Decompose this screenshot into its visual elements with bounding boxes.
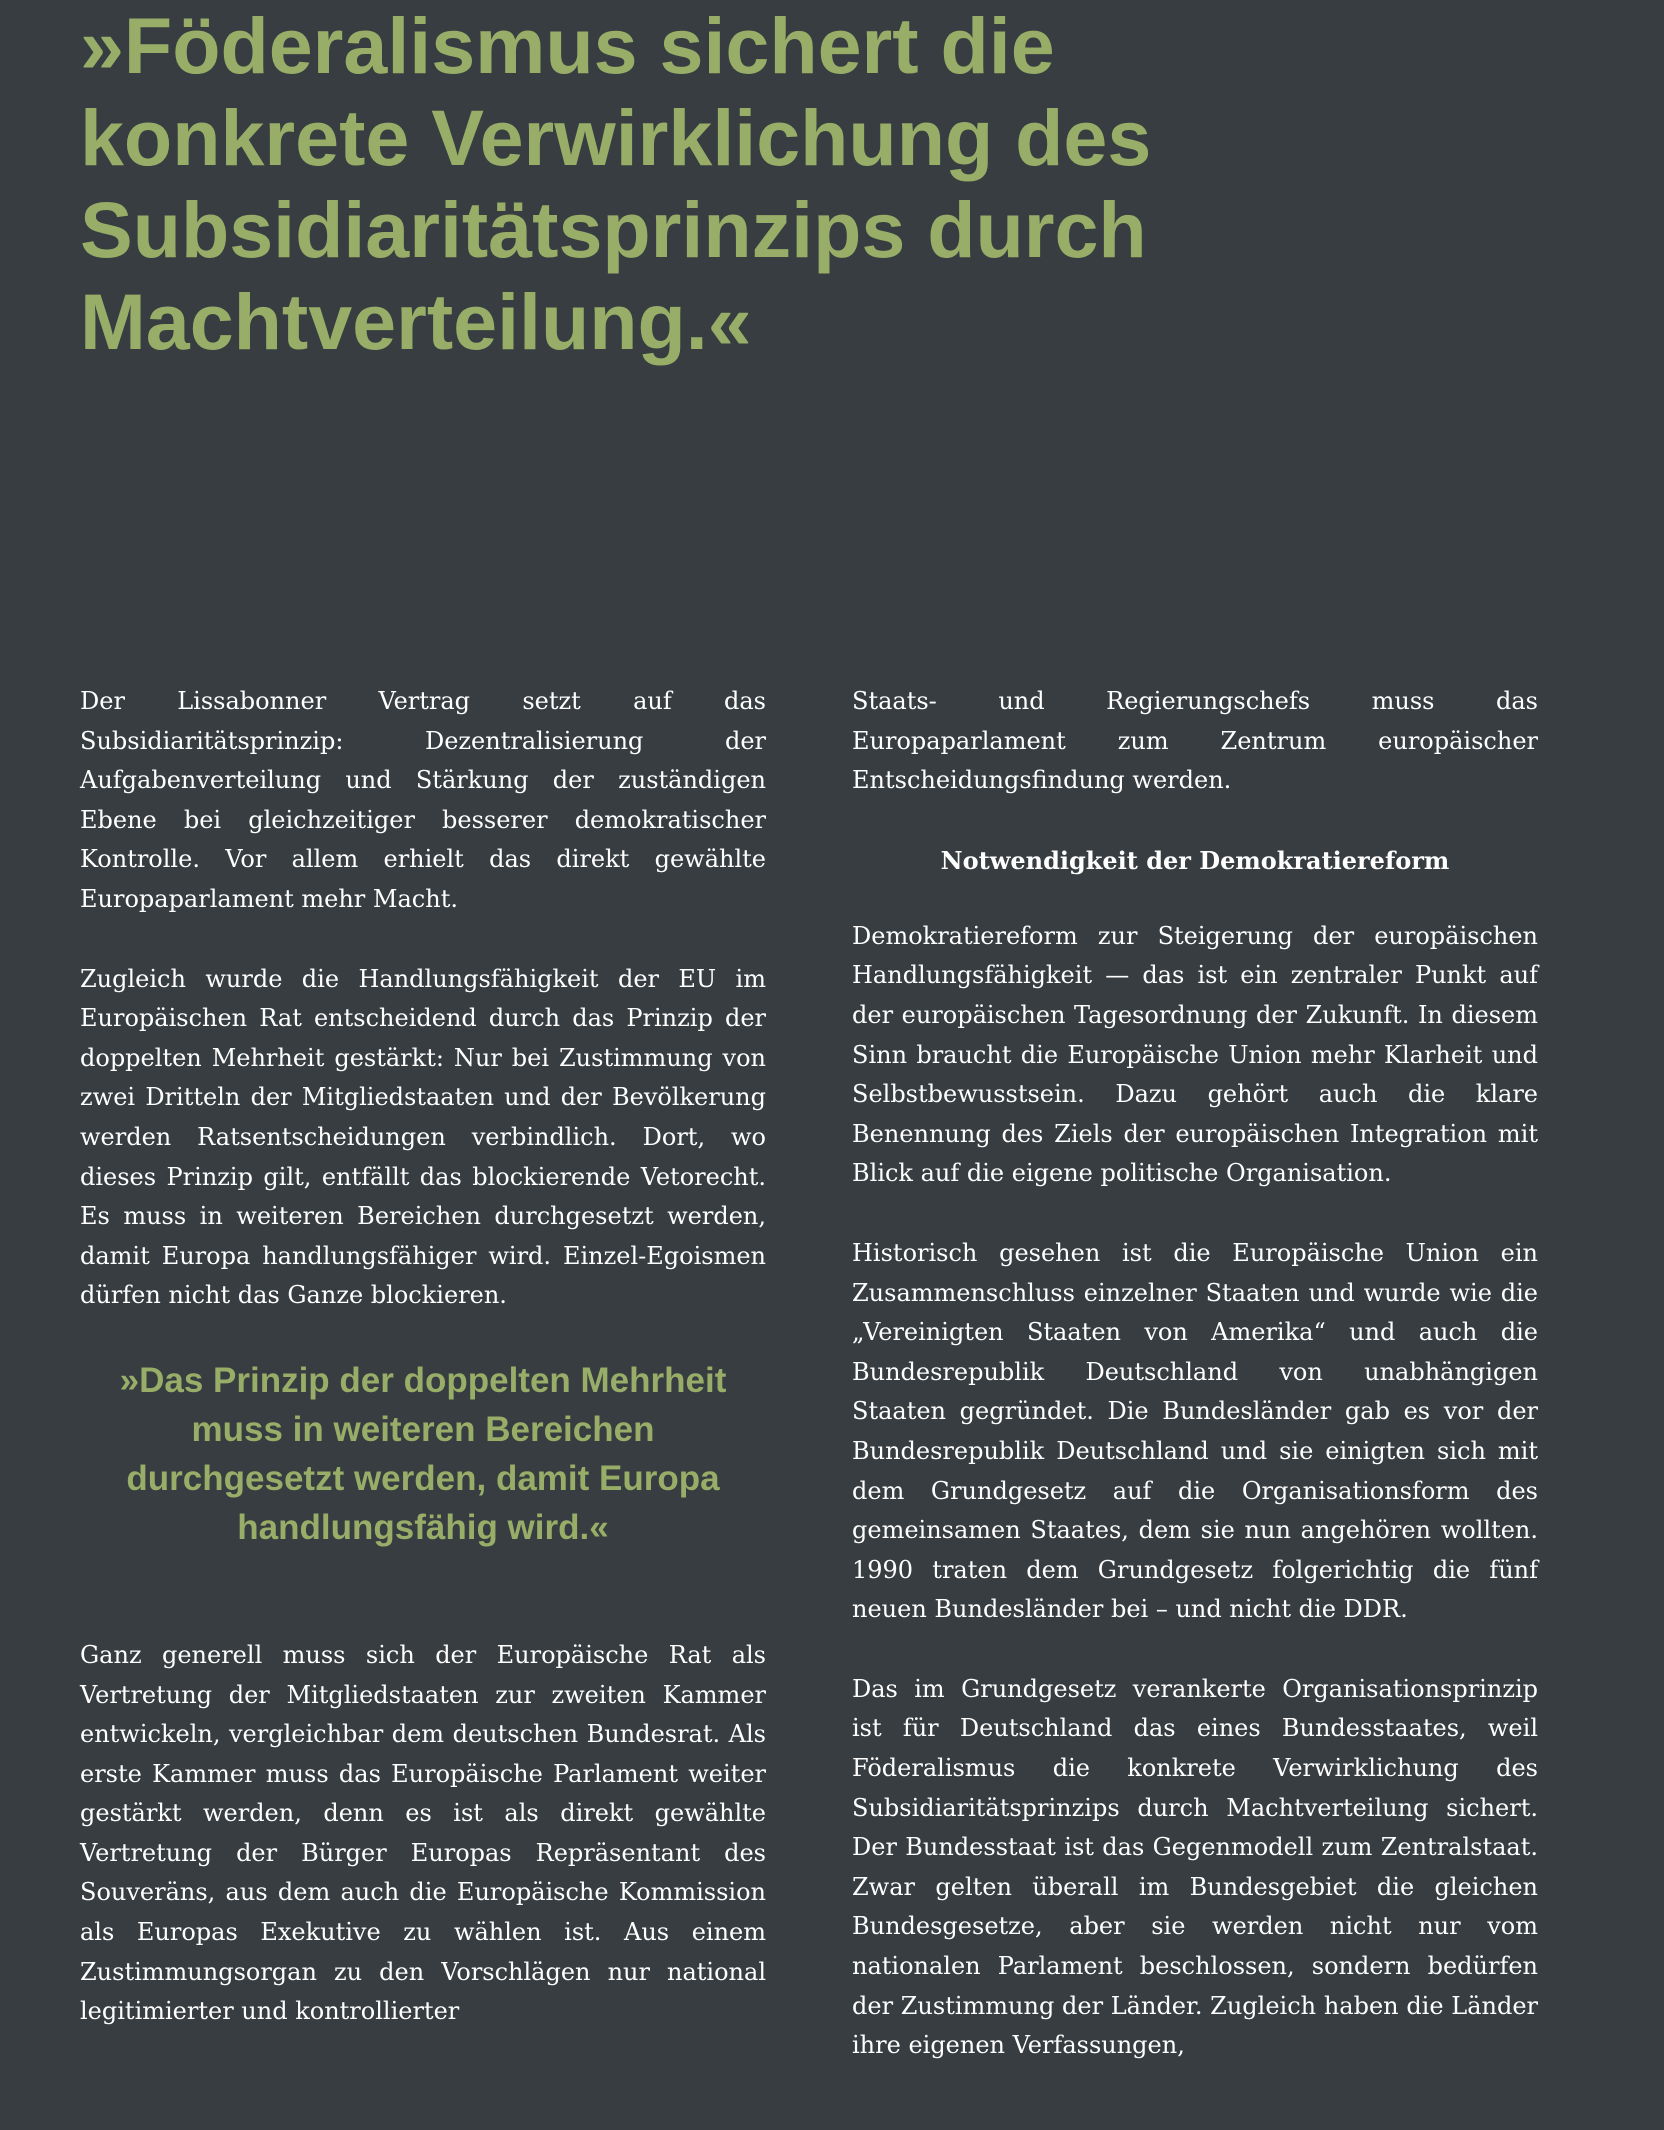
body-paragraph: Zugleich wurde die Handlungsfähigkeit der EU im Europäischen Rat entscheidend durch das Prinzip der doppelten Mehrheit gestärkt: Nur bei Zustimmung von zwei Dritteln der Mitgliedstaaten und der Bevölkerung werden Ratsentscheidungen verbindlich. Dort, wo dieses Prinzip gilt, entfällt das blockierende Vetorecht. Es muss in weiteren Bereichen durchgesetzt werden, damit Europa handlungsfähiger wird. Einzel-Egoismen dürfen nicht das Ganze blockieren. (80, 964, 766, 1310)
body-paragraph: Der Lissabonner Vertrag setzt auf das Subsidiaritätsprinzip: Dezentralisierung der Aufgabenverteilung und Stärkung der zuständigen Ebene bei gleichzeitiger besserer demokratischer Kontrolle. Vor allem erhielt das direkt gewählte Europaparlament mehr Macht. (80, 687, 766, 913)
section-subheading: Notwendigkeit der Demokratiereform (940, 845, 1450, 875)
right-column (852, 682, 1538, 2106)
headline-quote: »Föderalismus sichert die konkrete Verwirklichung des Subsidiaritätsprinzips durch Machtverteilung.« (80, 1, 1152, 366)
body-paragraph: Historisch gesehen ist die Europäische Union ein Zusammenschluss einzelner Staaten und wurde wie die „Vereinigten Staaten von Amerika“ und auch die Bundesrepublik Deutschland von unabhängigen Staaten gegründet. Die Bundesländer gab es vor der Bundesrepublik Deutschland und sie einigten sich mit dem Grundgesetz auf die Organisationsform des gemeinsamen Staates, dem sie nun angehören wollten. 1990 traten dem Grundgesetz folgerichtig die fünf neuen Bundesländer bei – und nicht die DDR. (852, 1238, 1538, 1624)
body-paragraph: Staats- und Regierungschefs muss das Europaparlament zum Zentrum europäischer Entscheidungsfindung werden. (852, 687, 1538, 795)
left-column (80, 682, 766, 2072)
body-paragraph: Das im Grundgesetz verankerte Organisationsprinzip ist für Deutschland das eines Bundesstaates, weil Föderalismus die konkrete Verwirklichung des Subsidiaritätsprinzips durch Machtverteilung sichert. Der Bundesstaat ist das Gegenmodell zum Zentralstaat. Zwar gelten überall im Bundesgebiet die gleichen Bundesgesetze, aber sie werden nicht nur vom nationalen Parlament beschlossen, sondern bedürfen der Zustimmung der Länder. Zugleich haben die Länder ihre eigenen Verfassungen, (852, 1674, 1538, 2060)
body-paragraph: Ganz generell muss sich der Europäische Rat als Vertretung der Mitgliedstaaten zur zweiten Kammer entwickeln, vergleichbar dem deutschen Bundesrat. Als erste Kammer muss das Europäische Parlament weiter gestärkt werden, denn es ist als direkt gewählte Vertretung der Bürger Europas Repräsentant des Souveräns, aus dem auch die Europäische Kommission als Europas Exekutive zu wählen ist. Aus einem Zustimmungsorgan zu den Vorschlägen nur national legitimierter und kontrollierter (80, 1640, 766, 2026)
pull-quote: »Das Prinzip der doppelten Mehrheit muss in weiteren Bereichen durchgesetzt werden, damit Europa handlungsfähig wird.« (119, 1360, 727, 1547)
body-paragraph: Demokratiereform zur Steigerung der europäischen Handlungsfähigkeit — das ist ein zentraler Punkt auf der europäischen Tagesordnung der Zukunft. In diesem Sinn braucht die Europäische Union mehr Klarheit und Selbstbewusstsein. Dazu gehört auch die klare Benennung des Ziels der europäischen Integration mit Blick auf die eigene politische Organisation. (852, 921, 1538, 1188)
